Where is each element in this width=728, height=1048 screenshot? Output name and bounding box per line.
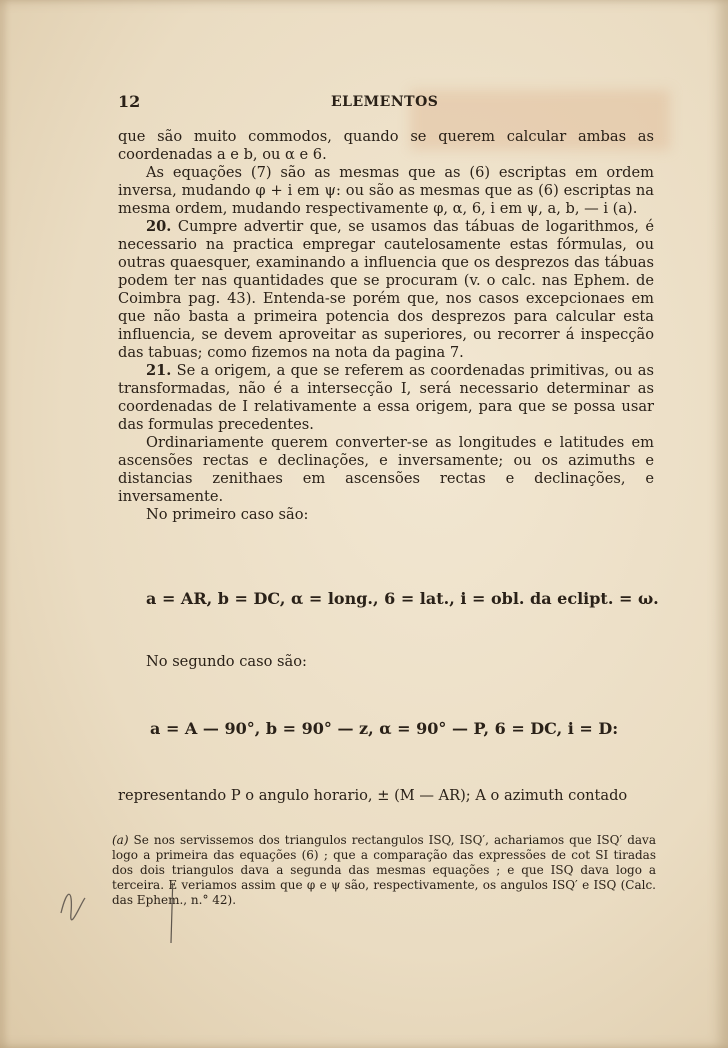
body-text [118, 128, 654, 524]
footnote-mark: (a) [112, 833, 129, 847]
representando-line: representando P o angulo horario, ± (M — AR); A o azimuth contado [118, 787, 628, 804]
paragraph-continuation: que são muito commodos, quando se querem calcular ambas as coordenadas a e b, ou α e 6. [118, 128, 654, 163]
running-title: ELEMENTOS [331, 94, 439, 110]
section-number-20: 20. [146, 218, 172, 235]
page-number: 12 [118, 92, 141, 111]
section-number-21: 21. [146, 362, 172, 379]
formula-second-case: a = A — 90°, b = 90° — z, α = 90° — P, 6 = DC, i = D: [150, 719, 619, 738]
paragraph-21-text: Se a origem, a que se referem as coordenadas primitivas, ou as transformadas, não é a intersecção I, será necessario determinar as coordenadas de I relativamente a essa origem, para que se possa usar das formulas precedentes. [118, 362, 654, 433]
pencil-marks [55, 883, 195, 963]
formula-first-case: a = AR, b = DC, α = long., 6 = lat., i = obl. da eclipt. = ω. [146, 589, 659, 608]
paragraph-20-text: Cumpre advertir que, se usamos das tábuas de logarithmos, é necessario na practica empregar cautelosamente estas fórmulas, ou outras quaesquer, examinando a influencia que os desprezos das tábuas podem ter nas quantidades que se procuram (v. o calc. nas Ephem. de Coimbra pag. 43). Entenda-se porém que, nos casos excepcionaes em que não basta a primeira potencia dos desprezos para calcular esta influencia, se devem aproveitar as superiores, ou recorrer á inspecção das tabuas; como fizemos na nota da pagina 7. [118, 218, 655, 361]
paragraph-equacoes-7: As equações (7) são as mesmas que as (6) escriptas em ordem inversa, mudando φ + i em ψ: ou são as mesmas que as (6) escriptas na mesma ordem, mudando respectivamente φ, α, 6, i em ψ, a, b, — i (a). [118, 164, 654, 217]
paragraph-ordinariamente: Ordinariamente querem converter-se as longitudes e latitudes em ascensões rectas e declinações, e inversamente; ou os azimuths e distancias zenithaes em ascensões rectas e declinações, e inversamente. [118, 434, 654, 505]
paragraph-20 [118, 218, 654, 362]
label-second-case: No segundo caso são: [146, 653, 307, 670]
footnote-text: Se nos servissemos dos triangulos rectangulos ISQ, ISQ′, achariamos que ISQ′ dava logo a primeira das equações (6) ; que a comparação das expressões de cot SI tiradas dos dois triangulos dava a segunda das mesmas equações ; e que ISQ dava logo a terceira. E veriamos assim que φ e ψ são, respectivamente, os angulos ISQ′ e ISQ (Calc. das Ephem., n.° 42). [112, 833, 656, 907]
paragraph-primeiro-caso: No primeiro caso são: [146, 506, 309, 523]
paragraph-21 [118, 362, 654, 434]
